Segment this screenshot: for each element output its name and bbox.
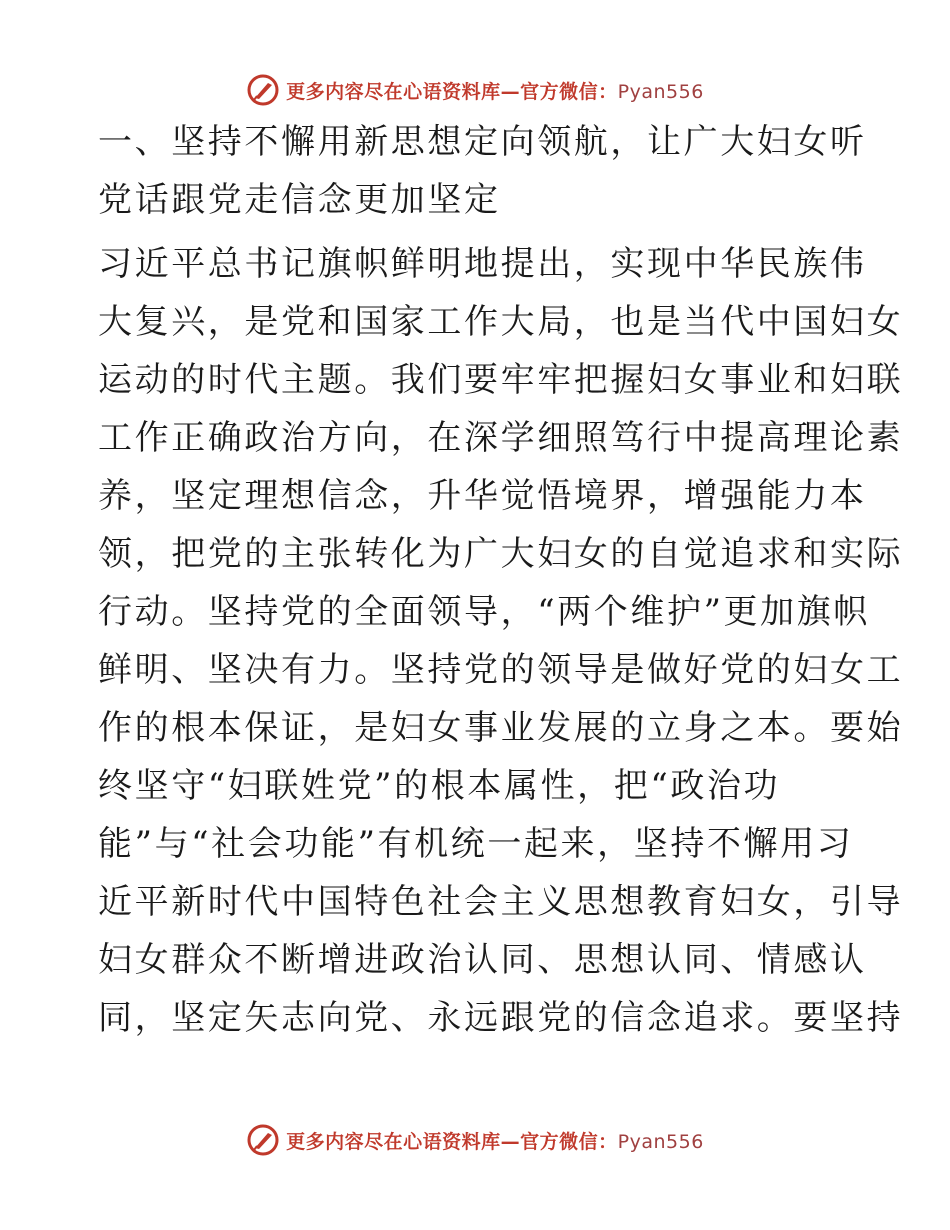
body-line: 鲜明、坚决有力。坚持党的领导是做好党的妇女工 [98, 650, 904, 690]
heading-line: 一、坚持不懈用新思想定向领航，让广大妇女听 [98, 122, 867, 162]
wechat-id: Pyan556 [617, 80, 704, 103]
body-line: 同，坚定矢志向党、永远跟党的信念追求。要坚持 [98, 998, 904, 1038]
body-line: 近平新时代中国特色社会主义思想教育妇女，引导 [98, 882, 904, 922]
wechat-id: Pyan556 [617, 1130, 704, 1153]
footer-watermark-banner [0, 1120, 950, 1160]
section-heading [98, 122, 867, 220]
body-line: 终坚守“妇联姓党”的根本属性，把“政治功 [98, 766, 781, 806]
body-line: 大复兴，是党和国家工作大局，也是当代中国妇女 [98, 302, 904, 342]
heading-line: 党话跟党走信念更加坚定 [98, 180, 501, 220]
header-watermark-banner [0, 70, 950, 110]
body-line: 养，坚定理想信念，升华觉悟境界，增强能力本 [98, 476, 867, 516]
body-line: 能”与“社会功能”有机统一起来，坚持不懈用习 [98, 824, 854, 864]
body-line: 工作正确政治方向，在深学细照笃行中提高理论素 [98, 418, 904, 458]
header-watermark-text: 更多内容尽在心语资料库—官方微信：Pyan556 [286, 80, 704, 103]
footer-watermark-text: 更多内容尽在心语资料库—官方微信：Pyan556 [286, 1130, 704, 1153]
quill-logo-icon [246, 1123, 280, 1157]
body-line: 作的根本保证，是妇女事业发展的立身之本。要始 [98, 708, 904, 748]
body-line: 运动的时代主题。我们要牢牢把握妇女事业和妇联 [98, 360, 904, 400]
body-line: 领，把党的主张转化为广大妇女的自觉追求和实际 [98, 534, 904, 574]
body-paragraph [98, 244, 904, 1038]
body-line: 习近平总书记旗帜鲜明地提出，实现中华民族伟 [98, 244, 867, 284]
body-line: 妇女群众不断增进政治认同、思想认同、情感认 [98, 940, 867, 980]
body-line: 行动。坚持党的全面领导，“两个维护”更加旗帜 [98, 592, 870, 632]
quill-logo-icon [246, 73, 280, 107]
document-content [98, 122, 904, 1059]
